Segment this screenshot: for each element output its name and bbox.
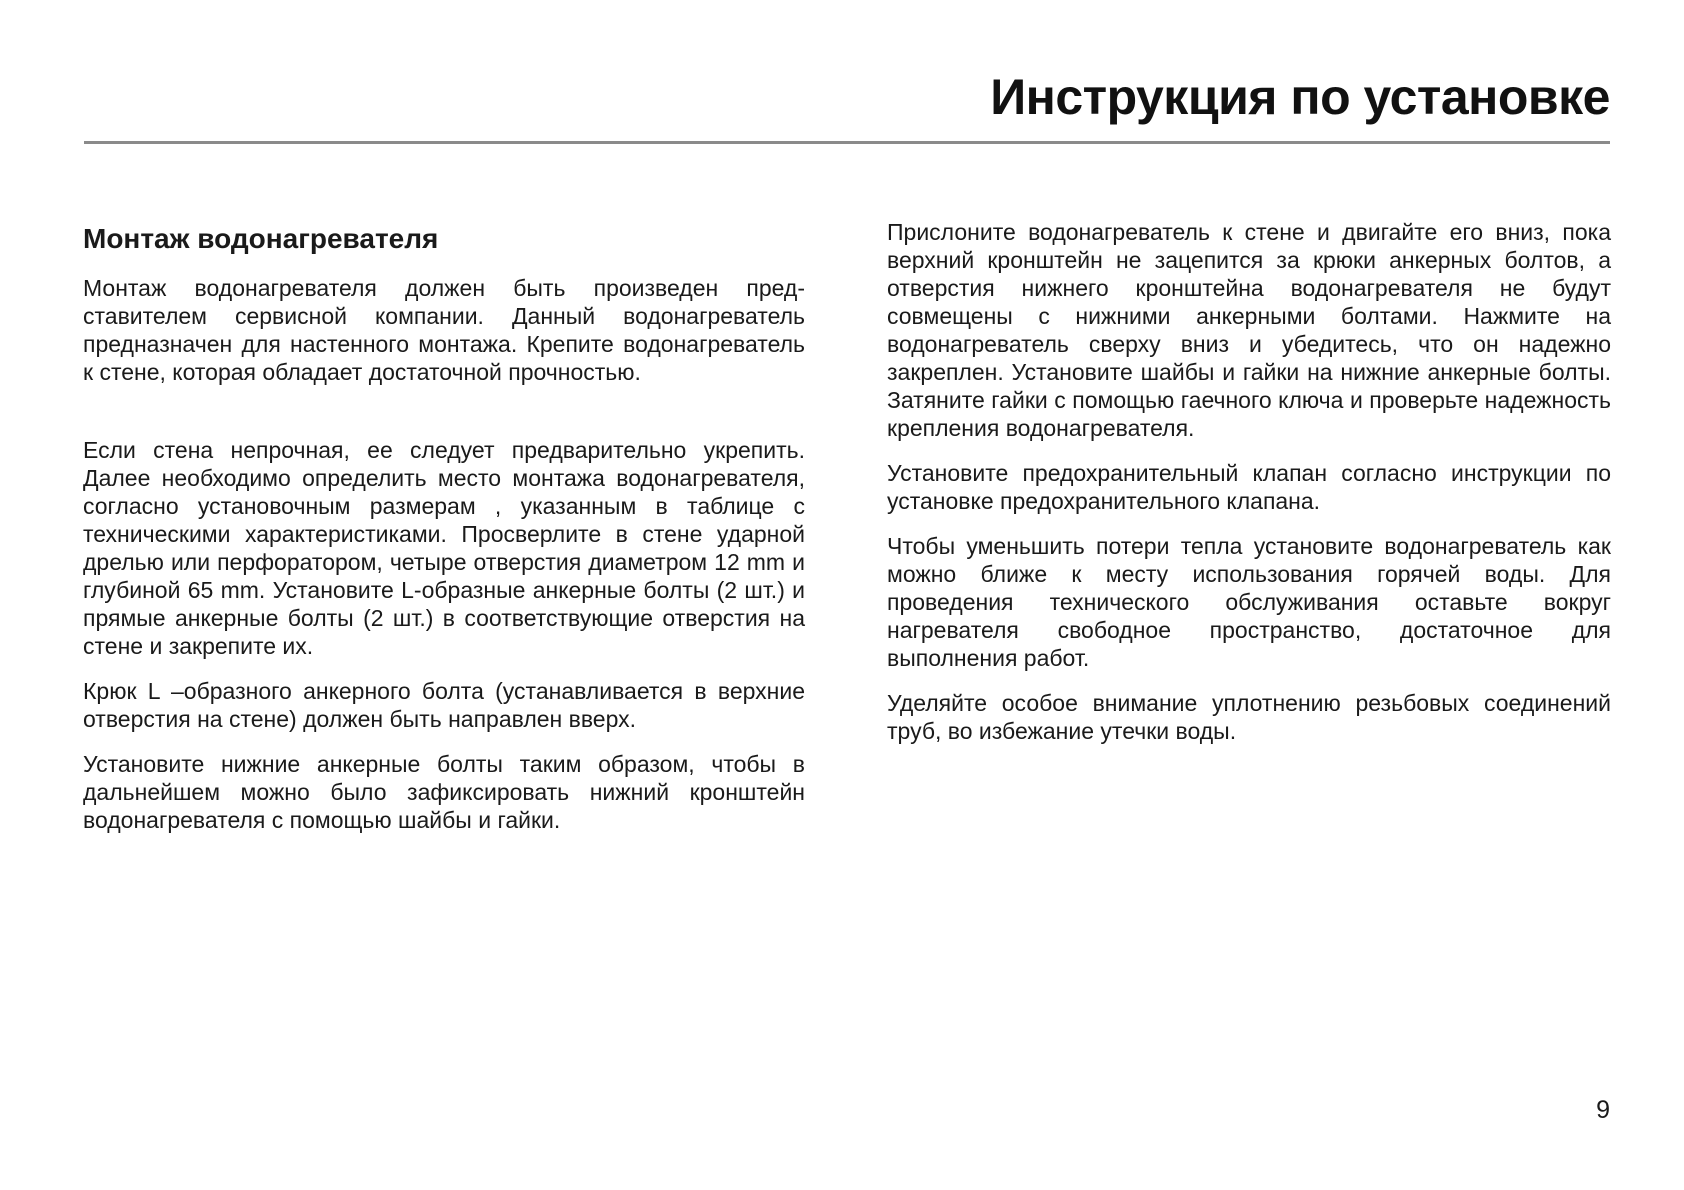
- paragraph-installation-intro: Монтаж водонагревателя должен быть произведен представителем сервисной компании. Данный водонагреватель предназначен для настенного монтажа. Крепите водонагреватель к стене, которая обладает достаточной прочностью.: [83, 275, 805, 385]
- left-column: [83, 218, 805, 851]
- paragraph-thread-sealing: Уделяйте особое внимание уплотнению резьбовых соединений труб, во избежание утечки воды.: [887, 690, 1611, 744]
- paragraph-mount-heater: Прислоните водонагреватель к стене и двигайте его вниз, пока верхний кронштейн не зацепится за крюки анкерных болтов, а отверстия нижнего кронштейна водонагревателя не будут совмещены с нижними анкерными болтами. Нажмите на водонагреватель сверху вниз и убедитесь, что он надежно закреплен. Установите шайбы и гайки на нижние анкерные болты. Затяните гайки с помощью гаечного ключа и проверьте надежность крепления водонагревателя.: [887, 219, 1611, 441]
- paragraph-safety-valve: Установите предохранительный клапан согласно инструкции по установке предохранительного клапана.: [887, 460, 1611, 514]
- paragraph-heat-loss: Чтобы уменьшить потери тепла установите водонагреватель как можно ближе к месту использования горячей воды. Для проведения технического обслуживания оставьте вокруг нагревателя свободное пространство, достаточное для выполнения работ.: [887, 533, 1611, 671]
- paragraph-lower-anchors: Установите нижние анкерные болты таким образом, чтобы в дальнейшем можно было зафиксировать нижний кронштейн водонагревателя с помощью шайбы и гайки.: [83, 751, 805, 833]
- page-header: [84, 62, 1610, 144]
- section-heading: Монтаж водонагревателя: [83, 223, 439, 254]
- paragraph-wall-preparation: Если стена непрочная, ее следует предварительно укрепить. Далее необходимо определить место монтажа водонагревателя, согласно установочным размерам , указанным в таблице с техническими характеристиками. Просверлите в стене ударной дрелью или перфоратором, четыре отверстия диаметром 12 mm и глубиной 65 mm. Установите L-образные анкерные болты (2 шт.) и прямые анкерные болты (2 шт.) в соответствующие отверстия на стене и закрепите их.: [83, 437, 805, 659]
- page-number: 9: [1596, 1096, 1610, 1124]
- header-divider: [84, 141, 1610, 144]
- right-column: [887, 218, 1611, 762]
- paragraph-anchor-hook: Крюк L –образного анкерного болта (устанавливается в верхние отверстия на стене) должен быть направлен вверх.: [83, 678, 805, 732]
- page-title: Инструкция по установке: [990, 69, 1610, 125]
